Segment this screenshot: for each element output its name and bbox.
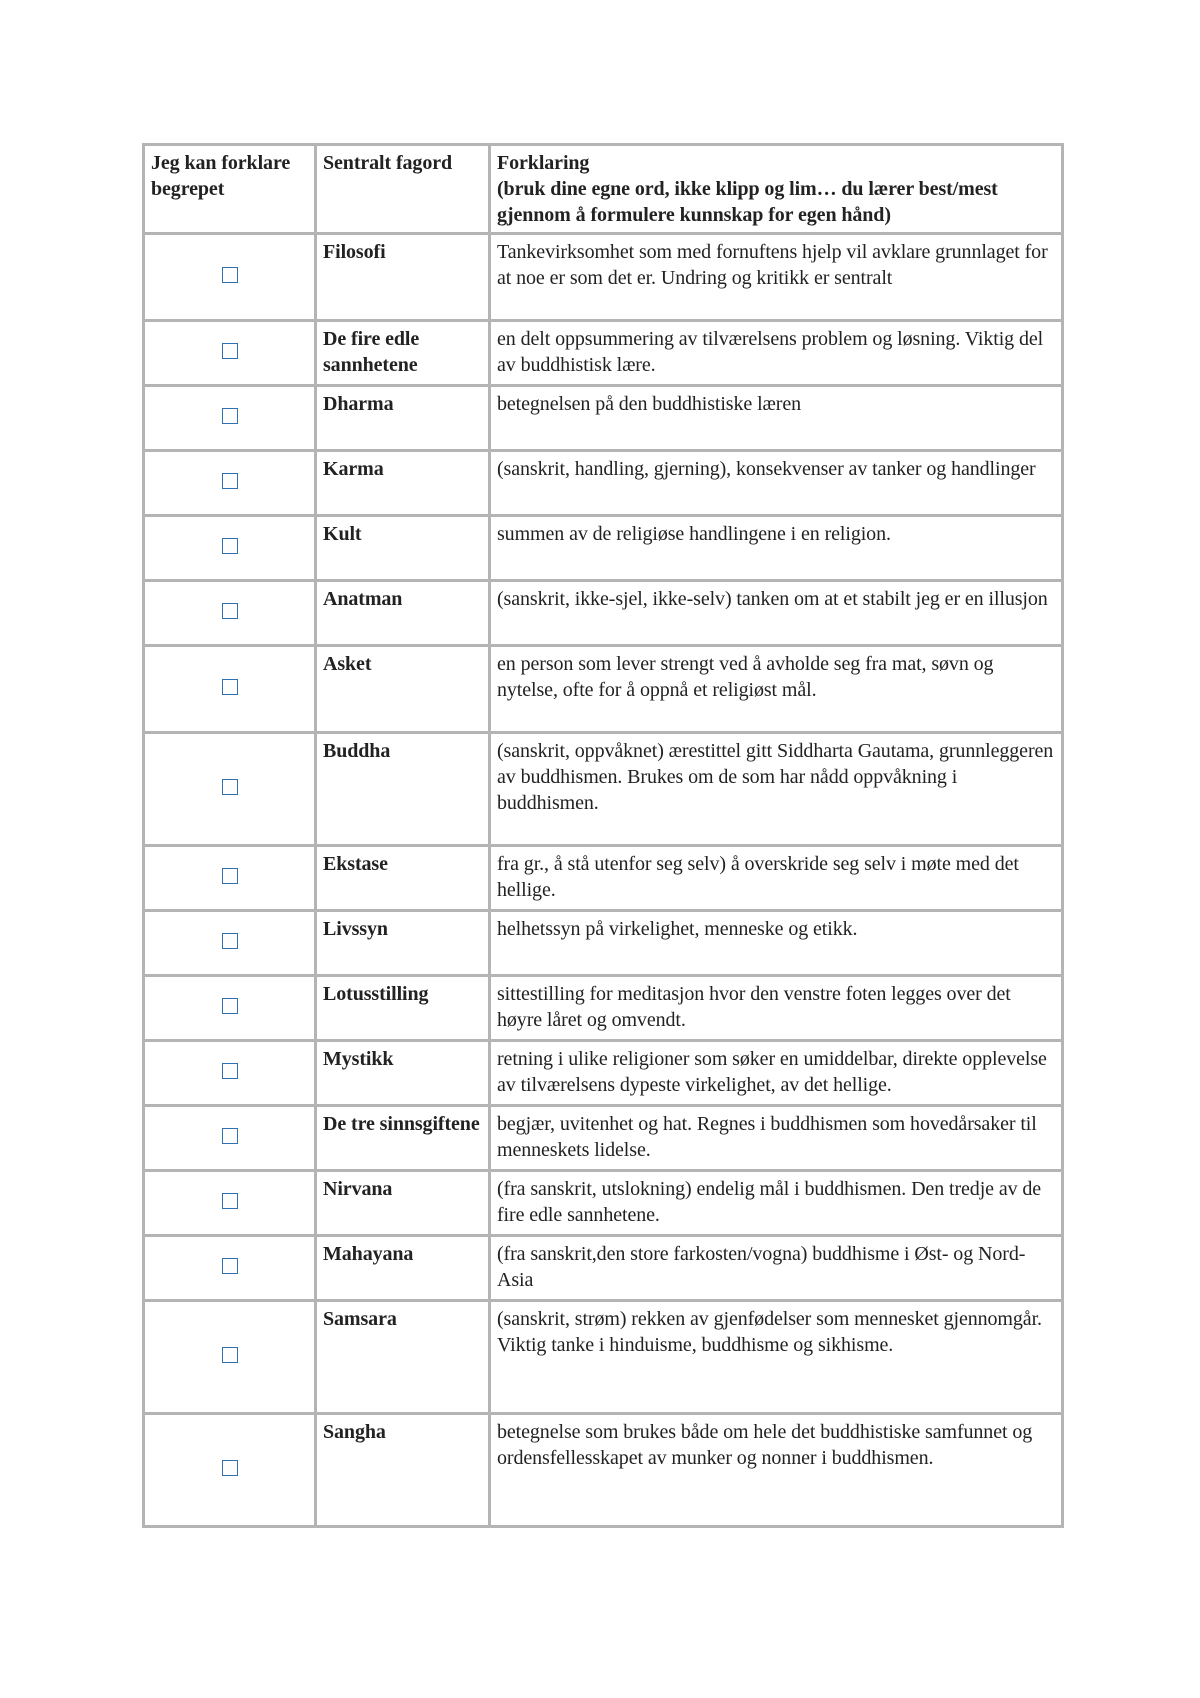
table-row <box>144 451 1063 516</box>
explanation-cell: betegnelse som brukes både om hele det buddhistiske samfunnet og ordensfellesskapet av munker og nonner i buddhismen. <box>490 1414 1063 1527</box>
term-cell: Anatman <box>316 581 490 646</box>
checkbox[interactable] <box>222 779 238 795</box>
table-row <box>144 581 1063 646</box>
explanation-cell: betegnelsen på den buddhistiske læren <box>490 386 1063 451</box>
check-cell <box>144 1171 316 1236</box>
explanation-cell: en person som lever strengt ved å avholde seg fra mat, søvn og nytelse, ofte for å oppnå et religiøst mål. <box>490 646 1063 733</box>
checkbox[interactable] <box>222 538 238 554</box>
check-cell <box>144 516 316 581</box>
check-cell <box>144 911 316 976</box>
header-explanation-note: (bruk dine egne ord, ikke klipp og lim… du lærer best/mest gjennom å formulere kunnskap for egen hånd) <box>497 178 998 226</box>
checkbox[interactable] <box>222 603 238 619</box>
term-cell: Nirvana <box>316 1171 490 1236</box>
check-cell <box>144 581 316 646</box>
term-cell: Mystikk <box>316 1041 490 1106</box>
explanation-cell: begjær, uvitenhet og hat. Regnes i buddhismen som hovedårsaker til menneskets lidelse. <box>490 1106 1063 1171</box>
table-row <box>144 234 1063 321</box>
checkbox[interactable] <box>222 679 238 695</box>
check-cell <box>144 976 316 1041</box>
table-row <box>144 1414 1063 1527</box>
explanation-cell: fra gr., å stå utenfor seg selv) å overskride seg selv i møte med det hellige. <box>490 846 1063 911</box>
term-cell: Ekstase <box>316 846 490 911</box>
check-cell <box>144 1414 316 1527</box>
explanation-cell: (sanskrit, handling, gjerning), konsekvenser av tanker og handlinger <box>490 451 1063 516</box>
checkbox[interactable] <box>222 1193 238 1209</box>
checkbox[interactable] <box>222 1128 238 1144</box>
check-cell <box>144 1236 316 1301</box>
table-row <box>144 516 1063 581</box>
checkbox[interactable] <box>222 343 238 359</box>
term-cell: De tre sinnsgiftene <box>316 1106 490 1171</box>
check-cell <box>144 321 316 386</box>
header-term: Sentralt fagord <box>316 145 490 234</box>
checkbox[interactable] <box>222 267 238 283</box>
check-cell <box>144 1301 316 1414</box>
check-cell <box>144 1041 316 1106</box>
checkbox[interactable] <box>222 1258 238 1274</box>
table-header-row <box>144 145 1063 234</box>
explanation-cell: (sanskrit, ikke-sjel, ikke-selv) tanken om at et stabilt jeg er en illusjon <box>490 581 1063 646</box>
term-cell: Sangha <box>316 1414 490 1527</box>
explanation-cell: (fra sanskrit,den store farkosten/vogna) buddhisme i Øst- og Nord-Asia <box>490 1236 1063 1301</box>
table-row <box>144 733 1063 846</box>
checkbox[interactable] <box>222 868 238 884</box>
explanation-cell: summen av de religiøse handlingene i en religion. <box>490 516 1063 581</box>
term-cell: Mahayana <box>316 1236 490 1301</box>
checkbox[interactable] <box>222 998 238 1014</box>
table-row <box>144 321 1063 386</box>
term-cell: Kult <box>316 516 490 581</box>
table-row <box>144 1106 1063 1171</box>
explanation-cell: Tankevirksomhet som med fornuftens hjelp vil avklare grunnlaget for at noe er som det er. Undring og kritikk er sentralt <box>490 234 1063 321</box>
table-row <box>144 1171 1063 1236</box>
checkbox[interactable] <box>222 933 238 949</box>
table-row <box>144 976 1063 1041</box>
checkbox[interactable] <box>222 473 238 489</box>
explanation-cell: (sanskrit, strøm) rekken av gjenfødelser som mennesket gjennomgår. Viktig tanke i hinduisme, buddhisme og sikhisme. <box>490 1301 1063 1414</box>
header-check: Jeg kan forklare begrepet <box>144 145 316 234</box>
term-cell: Asket <box>316 646 490 733</box>
explanation-cell: retning i ulike religioner som søker en umiddelbar, direkte opplevelse av tilværelsens dypeste virkelighet, av det hellige. <box>490 1041 1063 1106</box>
check-cell <box>144 646 316 733</box>
glossary-table <box>142 143 1064 1528</box>
term-cell: Filosofi <box>316 234 490 321</box>
check-cell <box>144 234 316 321</box>
term-cell: Dharma <box>316 386 490 451</box>
term-cell: Lotusstilling <box>316 976 490 1041</box>
explanation-cell: (sanskrit, oppvåknet) ærestittel gitt Siddharta Gautama, grunnleggeren av buddhismen. Brukes om de som har nådd oppvåkning i buddhismen. <box>490 733 1063 846</box>
explanation-cell: (fra sanskrit, utslokning) endelig mål i buddhismen. Den tredje av de fire edle sannhetene. <box>490 1171 1063 1236</box>
table-row <box>144 911 1063 976</box>
table-row <box>144 1041 1063 1106</box>
explanation-cell: sittestilling for meditasjon hvor den venstre foten legges over det høyre låret og omvendt. <box>490 976 1063 1041</box>
checkbox[interactable] <box>222 1460 238 1476</box>
check-cell <box>144 451 316 516</box>
check-cell <box>144 846 316 911</box>
explanation-cell: en delt oppsummering av tilværelsens problem og løsning. Viktig del av buddhistisk lære. <box>490 321 1063 386</box>
table-row <box>144 1301 1063 1414</box>
table-row <box>144 1236 1063 1301</box>
explanation-cell: helhetssyn på virkelighet, menneske og etikk. <box>490 911 1063 976</box>
term-cell: De fire edle sannhetene <box>316 321 490 386</box>
term-cell: Samsara <box>316 1301 490 1414</box>
header-explanation-title: Forklaring <box>497 152 590 174</box>
table-row <box>144 386 1063 451</box>
check-cell <box>144 733 316 846</box>
term-cell: Karma <box>316 451 490 516</box>
table-row <box>144 646 1063 733</box>
checkbox[interactable] <box>222 408 238 424</box>
header-explanation <box>490 145 1063 234</box>
table-row <box>144 846 1063 911</box>
term-cell: Livssyn <box>316 911 490 976</box>
check-cell <box>144 1106 316 1171</box>
check-cell <box>144 386 316 451</box>
checkbox[interactable] <box>222 1347 238 1363</box>
term-cell: Buddha <box>316 733 490 846</box>
checkbox[interactable] <box>222 1063 238 1079</box>
